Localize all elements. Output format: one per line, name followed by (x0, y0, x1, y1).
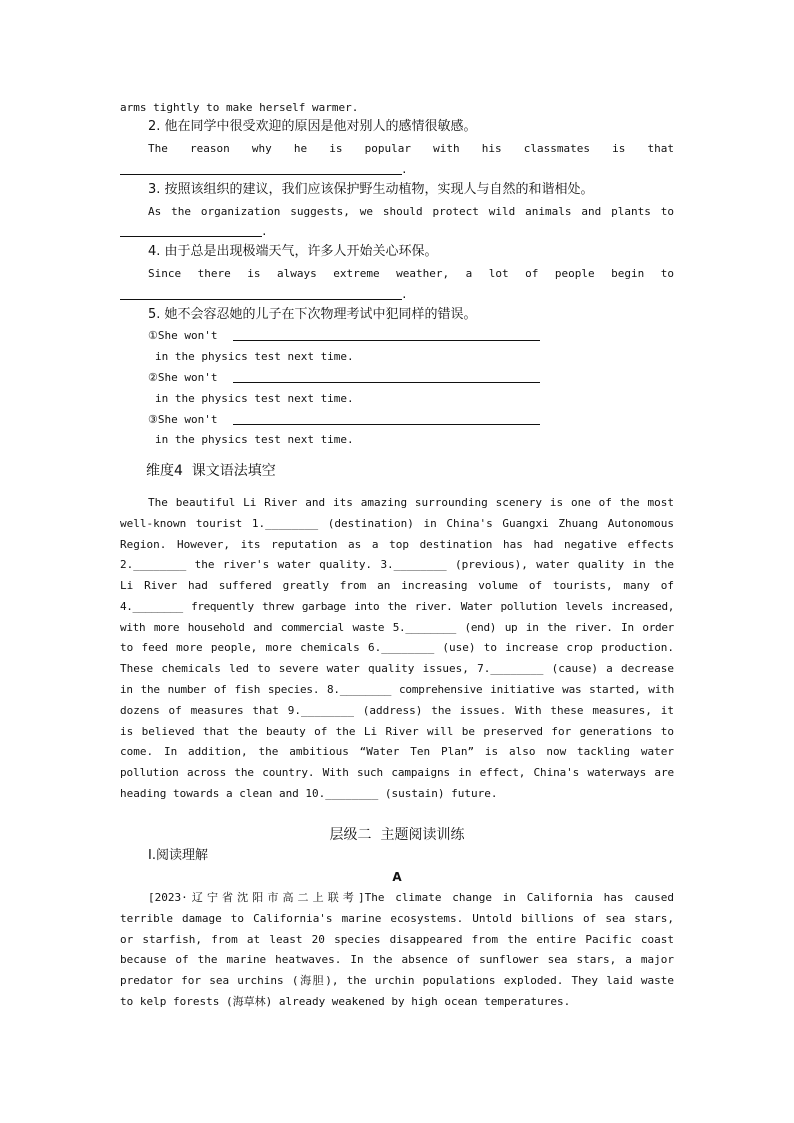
q2-chinese: 2. 他在同学中很受欢迎的原因是他对别人的感情很敏感。 (148, 119, 477, 134)
grammar-line-14: pollution across the country. With such campaigns in effect, China's waterways are (120, 766, 674, 779)
grammar-line-5: Li River had suffered greatly from an increasing volume of tourists, many of (120, 579, 674, 592)
grammar-line-11: dozens of measures that 9.________ (address) the issues. With these measures, it (120, 704, 674, 717)
passage-letter: A (392, 870, 402, 884)
q5-option-3-blank[interactable] (233, 424, 540, 425)
reading-line-2: terrible damage to California's marine ecosystems. Untold billions of sea stars, (120, 912, 674, 925)
reading-line-4: because of the marine heatwaves. In the absence of sunflower sea stars, a major (120, 953, 674, 966)
q5-option-2-lead: ②She won't (148, 371, 218, 384)
reading-line-1: [2023·辽宁省沈阳市高二上联考]The climate change in California has caused (148, 891, 674, 904)
q4-period: . (401, 288, 408, 301)
grammar-line-3: Region. However, its reputation as a top destination has had negative effects (120, 538, 674, 551)
grammar-line-10: in the number of fish species. 8.________ comprehensive initiative was started, with (120, 683, 674, 696)
q4-english: Since there is always extreme weather, a lot of people begin to (148, 267, 674, 280)
q4-chinese: 4. 由于总是出现极端天气，许多人开始关心环保。 (148, 244, 438, 259)
q2-period: . (401, 163, 408, 176)
section4-heading: 维度4 课文语法填空 (146, 463, 276, 479)
q1-continuation: arms tightly to make herself warmer. (120, 101, 359, 114)
q5-option-3-tail: in the physics test next time. (155, 433, 354, 446)
grammar-line-4: 2.________ the river's water quality. 3.________ (previous), water quality in the (120, 558, 674, 571)
q3-chinese: 3. 按照该组织的建议，我们应该保护野生动植物，实现人与自然的和谐相处。 (148, 182, 594, 197)
q5-option-1-tail: in the physics test next time. (155, 350, 354, 363)
grammar-line-7: with more household and commercial waste 5.________ (end) up in the river. In order (120, 621, 674, 634)
q5-chinese: 5. 她不会容忍她的儿子在下次物理考试中犯同样的错误。 (148, 307, 477, 322)
grammar-line-1: The beautiful Li River and its amazing surrounding scenery is one of the most (148, 496, 674, 509)
grammar-line-8: to feed more people, more chemicals 6.________ (use) to increase crop production. (120, 641, 674, 654)
level2-title: 层级二 主题阅读训练 (329, 827, 465, 843)
reading-comprehension-label: Ⅰ.阅读理解 (148, 848, 208, 863)
q2-answer-blank[interactable] (120, 174, 402, 175)
q2-english: The reason why he is popular with his classmates is that (148, 142, 674, 155)
grammar-line-15: heading towards a clean and 10.________ (sustain) future. (120, 787, 498, 800)
q3-english: As the organization suggests, we should protect wild animals and plants to (148, 205, 674, 218)
grammar-line-2: well-known tourist 1.________ (destination) in China's Guangxi Zhuang Autonomous (120, 517, 674, 530)
q4-answer-blank[interactable] (120, 299, 402, 300)
grammar-line-13: come. In addition, the ambitious “Water Ten Plan” is also now tackling water (120, 745, 674, 758)
q3-period: . (261, 225, 268, 238)
q5-option-2-blank[interactable] (233, 382, 540, 383)
q3-answer-blank[interactable] (120, 236, 262, 237)
reading-line-5: predator for sea urchins (海胆), the urchin populations exploded. They laid waste (120, 974, 674, 987)
q5-option-2-tail: in the physics test next time. (155, 392, 354, 405)
grammar-line-12: is believed that the beauty of the Li River will be preserved for generations to (120, 725, 674, 738)
q5-option-1-lead: ①She won't (148, 329, 218, 342)
q5-option-3-lead: ③She won't (148, 413, 218, 426)
grammar-line-9: These chemicals led to severe water quality issues, 7.________ (cause) a decrease (120, 662, 674, 675)
reading-line-3: or starfish, from at least 20 species disappeared from the entire Pacific coast (120, 933, 674, 946)
grammar-line-6: 4.________ frequently threw garbage into the river. Water pollution levels increased, (120, 600, 674, 613)
reading-line-6: to kelp forests (海草林) already weakened by high ocean temperatures. (120, 995, 571, 1008)
q5-option-1-blank[interactable] (233, 340, 540, 341)
